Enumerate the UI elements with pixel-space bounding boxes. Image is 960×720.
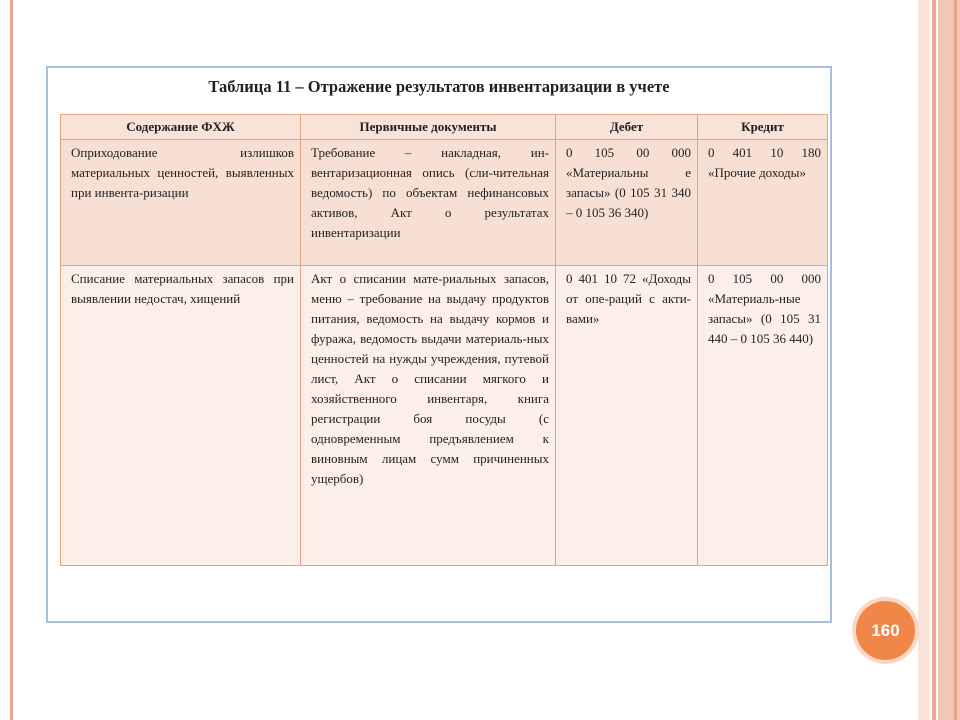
cell-text: Списание материальных запасов при выявлении недостач, хищений: [71, 271, 294, 306]
header-debit: Дебет: [556, 115, 698, 140]
inventory-table: [60, 114, 828, 566]
table-title: Таблица 11 – Отражение результатов инвентаризации в учете: [208, 77, 670, 96]
cell-text: Акт о списании мате-риальных запасов, меню – требование на выдачу продуктов питания, ведомость на выдачу кормов и фуража, ведомость выдачи материаль-ных ценностей на нужды учреждения, путевой лист, Акт о списании мягкого и хозяйственного инвентаря, книга регистрации боя посуды (с одновременным предъявлением к виновным лицам сумм причиненных ущербов): [311, 271, 549, 486]
cell-text: 0 105 00 000 «Материальны е запасы» (0 105 31 340 – 0 105 36 340): [566, 145, 691, 220]
cell-documents: [301, 266, 556, 566]
header-credit: Кредит: [698, 115, 828, 140]
right-decor-stripe: [932, 0, 936, 720]
slide-content-frame: [46, 66, 832, 623]
cell-text: Требование – накладная, ин-вентаризационная опись (сли-чительная ведомость) по объектам нефинансовых активов, Акт о результатах инвентаризации: [311, 145, 549, 240]
cell-content: [61, 140, 301, 266]
page-number: 160: [871, 620, 900, 640]
left-decor-line: [10, 0, 13, 720]
table-header-row: [61, 115, 828, 140]
table-row: [61, 266, 828, 566]
header-content: Содержание ФХЖ: [61, 115, 301, 140]
page-number-badge: [856, 601, 915, 660]
cell-debit: [556, 266, 698, 566]
cell-text: Оприходование излишков материальных ценностей, выявленных при инвента-ризации: [71, 145, 294, 200]
cell-documents: [301, 140, 556, 266]
cell-text: 0 401 10 72 «Доходы от опе-раций с акти-вами»: [566, 271, 691, 326]
right-decor-stripe: [918, 0, 930, 720]
right-decor-stripe: [954, 0, 957, 720]
cell-credit: [698, 140, 828, 266]
table-row: [61, 140, 828, 266]
cell-text: 0 401 10 180 «Прочие доходы»: [708, 145, 821, 180]
cell-credit: [698, 266, 828, 566]
header-documents: Первичные документы: [301, 115, 556, 140]
cell-debit: [556, 140, 698, 266]
cell-text: 0 105 00 000 «Материаль-ные запасы» (0 105 31 440 – 0 105 36 440): [708, 271, 821, 346]
cell-content: [61, 266, 301, 566]
